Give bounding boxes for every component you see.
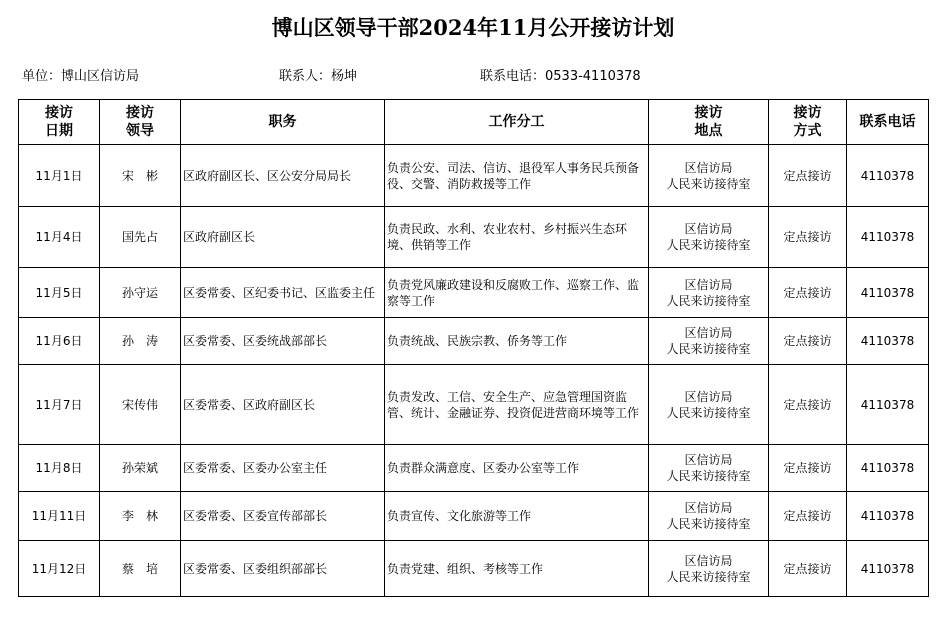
table-row bbox=[19, 541, 929, 597]
reception-schedule-table bbox=[18, 99, 929, 597]
cell-position: 区委常委、区委宣传部部长 bbox=[181, 492, 385, 541]
cell-leader: 李 林 bbox=[100, 492, 181, 541]
cell-duty: 负责党风廉政建设和反腐败工作、巡察工作、监察等工作 bbox=[385, 268, 649, 318]
cell-tel: 4110378 bbox=[847, 207, 929, 268]
table-row bbox=[19, 318, 929, 365]
cell-leader: 孙守运 bbox=[100, 268, 181, 318]
table-row bbox=[19, 207, 929, 268]
cell-method: 定点接访 bbox=[769, 318, 847, 365]
cell-leader: 蔡 培 bbox=[100, 541, 181, 597]
cell-location: 区信访局 人民来访接待室 bbox=[649, 541, 769, 597]
cell-date: 11月12日 bbox=[19, 541, 100, 597]
cell-date: 11月1日 bbox=[19, 145, 100, 207]
cell-date: 11月6日 bbox=[19, 318, 100, 365]
cell-duty: 负责发改、工信、安全生产、应急管理国资监管、统计、金融证券、投资促进营商环境等工作 bbox=[385, 365, 649, 445]
cell-location: 区信访局 人民来访接待室 bbox=[649, 365, 769, 445]
contact-person: 联系人：杨坤 bbox=[279, 69, 358, 84]
page-title: 博山区领导干部2024年11月公开接访计划 bbox=[271, 15, 675, 40]
cell-method: 定点接访 bbox=[769, 541, 847, 597]
cell-tel: 4110378 bbox=[847, 318, 929, 365]
cell-method: 定点接访 bbox=[769, 445, 847, 492]
cell-leader: 国先占 bbox=[100, 207, 181, 268]
cell-tel: 4110378 bbox=[847, 268, 929, 318]
cell-duty: 负责公安、司法、信访、退役军人事务民兵预备役、交警、消防救援等工作 bbox=[385, 145, 649, 207]
header-method: 接访 方式 bbox=[769, 100, 847, 145]
cell-leader: 宋传伟 bbox=[100, 365, 181, 445]
cell-date: 11月7日 bbox=[19, 365, 100, 445]
cell-leader: 孙 涛 bbox=[100, 318, 181, 365]
cell-duty: 负责群众满意度、区委办公室等工作 bbox=[385, 445, 649, 492]
header-position: 职务 bbox=[181, 100, 385, 145]
cell-tel: 4110378 bbox=[847, 145, 929, 207]
cell-method: 定点接访 bbox=[769, 207, 847, 268]
cell-date: 11月11日 bbox=[19, 492, 100, 541]
cell-position: 区委常委、区委统战部部长 bbox=[181, 318, 385, 365]
table-header-row bbox=[19, 100, 929, 145]
cell-position: 区委常委、区纪委书记、区监委主任 bbox=[181, 268, 385, 318]
cell-tel: 4110378 bbox=[847, 541, 929, 597]
cell-duty: 负责宣传、文化旅游等工作 bbox=[385, 492, 649, 541]
cell-date: 11月5日 bbox=[19, 268, 100, 318]
table-row bbox=[19, 492, 929, 541]
cell-date: 11月4日 bbox=[19, 207, 100, 268]
table-row bbox=[19, 445, 929, 492]
header-location: 接访 地点 bbox=[649, 100, 769, 145]
cell-duty: 负责党建、组织、考核等工作 bbox=[385, 541, 649, 597]
cell-location: 区信访局 人民来访接待室 bbox=[649, 445, 769, 492]
table-row bbox=[19, 145, 929, 207]
cell-method: 定点接访 bbox=[769, 268, 847, 318]
cell-duty: 负责统战、民族宗教、侨务等工作 bbox=[385, 318, 649, 365]
cell-position: 区政府副区长 bbox=[181, 207, 385, 268]
cell-tel: 4110378 bbox=[847, 365, 929, 445]
cell-date: 11月8日 bbox=[19, 445, 100, 492]
cell-location: 区信访局 人民来访接待室 bbox=[649, 318, 769, 365]
cell-duty: 负责民政、水利、农业农村、乡村振兴生态环境、供销等工作 bbox=[385, 207, 649, 268]
cell-location: 区信访局 人民来访接待室 bbox=[649, 492, 769, 541]
unit-label: 单位：博山区信访局 bbox=[22, 69, 140, 84]
cell-method: 定点接访 bbox=[769, 145, 847, 207]
cell-leader: 孙荣斌 bbox=[100, 445, 181, 492]
header-leader: 接访 领导 bbox=[100, 100, 181, 145]
cell-location: 区信访局 人民来访接待室 bbox=[649, 268, 769, 318]
cell-tel: 4110378 bbox=[847, 492, 929, 541]
cell-method: 定点接访 bbox=[769, 365, 847, 445]
cell-method: 定点接访 bbox=[769, 492, 847, 541]
table-row bbox=[19, 268, 929, 318]
cell-position: 区政府副区长、区公安分局局长 bbox=[181, 145, 385, 207]
table-row bbox=[19, 365, 929, 445]
cell-location: 区信访局 人民来访接待室 bbox=[649, 207, 769, 268]
cell-position: 区委常委、区政府副区长 bbox=[181, 365, 385, 445]
header-tel: 联系电话 bbox=[847, 100, 929, 145]
cell-tel: 4110378 bbox=[847, 445, 929, 492]
cell-position: 区委常委、区委办公室主任 bbox=[181, 445, 385, 492]
header-date: 接访 日期 bbox=[19, 100, 100, 145]
header-duty: 工作分工 bbox=[385, 100, 649, 145]
contact-phone: 联系电话：0533-4110378 bbox=[480, 69, 641, 84]
cell-position: 区委常委、区委组织部部长 bbox=[181, 541, 385, 597]
cell-leader: 宋 彬 bbox=[100, 145, 181, 207]
cell-location: 区信访局 人民来访接待室 bbox=[649, 145, 769, 207]
